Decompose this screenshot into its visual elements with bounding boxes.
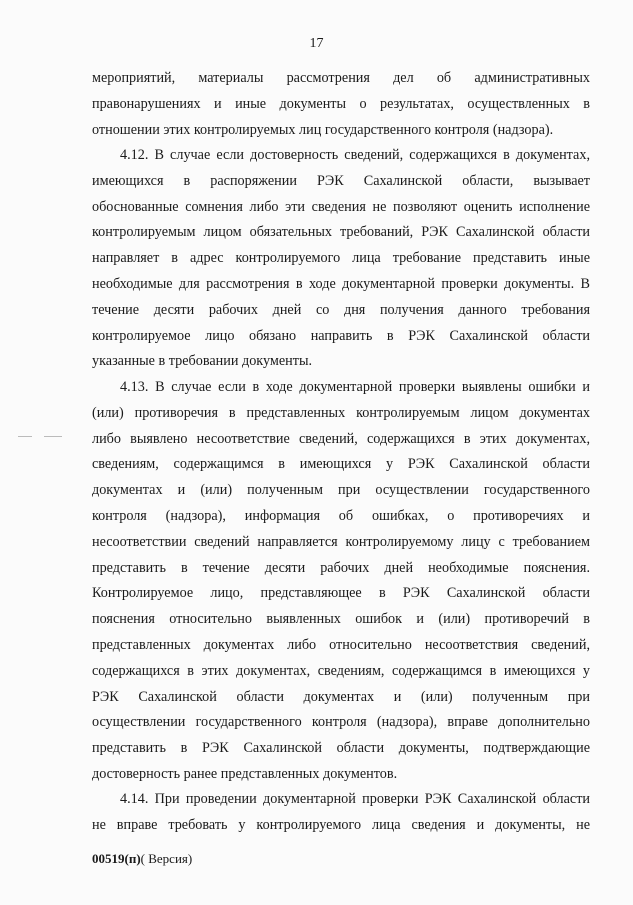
text-line: необходимые для рассмотрения в ходе документарной проверки документы. В xyxy=(92,275,590,292)
text-line: контроля (надзора), информация об ошибках, о противоречиях и xyxy=(92,507,590,524)
text-line: правонарушениях и иные документы о результатах, осуществленных в xyxy=(92,95,590,112)
text-line: обоснованные сомнения либо эти сведения не позволяют оценить исполнение xyxy=(92,198,590,215)
text-line: 4.13. В случае если в ходе документарной проверки выявлены ошибки и xyxy=(120,379,590,395)
text-line: течение десяти рабочих дней со дня получения данного требования xyxy=(92,301,590,318)
text-line: РЭК Сахалинской области документах и (или) полученным при xyxy=(92,688,590,705)
document-version: ( Версия) xyxy=(140,851,193,866)
text-line: представить в РЭК Сахалинской области документы, подтверждающие xyxy=(92,740,590,757)
text-line: мероприятий, материалы рассмотрения дел об административных xyxy=(92,70,590,86)
text-line: пояснения относительно выявленных ошибок и (или) противоречий в xyxy=(92,611,590,628)
text-line: содержащихся в этих документах, сведениям, содержащимся в имеющихся у xyxy=(92,662,590,679)
text-line: контролируемым лицом обязательных требований, РЭК Сахалинской области xyxy=(92,224,590,241)
text-line: отношении этих контролируемых лиц государственного контроля (надзора). xyxy=(92,121,554,138)
paragraph xyxy=(92,143,590,375)
text-line: направляет в адрес контролируемого лица требование представить иные xyxy=(92,250,590,267)
text-line: имеющихся в распоряжении РЭК Сахалинской области, вызывает xyxy=(92,172,590,189)
text-line: несоответствии сведений направляется контролируемому лицу с требованием xyxy=(92,533,590,550)
text-line: указанные в требовании документы. xyxy=(92,353,313,370)
text-line: контролируемое лицо обязано направить в РЭК Сахалинской области xyxy=(92,327,590,344)
text-line: представить в течение десяти рабочих дней необходимые пояснения. xyxy=(92,559,590,576)
text-line: 4.14. При проведении документарной проверки РЭК Сахалинской области xyxy=(120,791,590,807)
text-line: 4.12. В случае если достоверность сведений, содержащихся в документах, xyxy=(120,147,590,163)
text-line: сведениям, содержащимся в имеющихся у РЭК Сахалинской области xyxy=(92,456,590,473)
paragraph xyxy=(92,787,590,839)
text-line: (или) противоречия в представленных контролируемым лицом документах xyxy=(92,404,590,421)
text-line: либо выявлено несоответствие сведений, содержащихся в этих документах, xyxy=(92,430,590,447)
text-line: осуществлении государственного контроля (надзора), вправе дополнительно xyxy=(92,714,590,731)
text-line: представленных документах либо относительно несоответствия сведений, xyxy=(92,636,590,653)
page-number: 17 xyxy=(309,36,324,51)
scan-artifact xyxy=(18,436,32,437)
document-code-footer xyxy=(92,851,192,867)
text-line: не вправе требовать у контролируемого лица сведения и документы, не xyxy=(92,816,590,833)
text-line: документах и (или) полученным при осуществлении государственного xyxy=(92,482,590,499)
paragraph xyxy=(92,66,590,143)
document-code: 00519(п) xyxy=(92,851,141,866)
text-line: Контролируемое лицо, представляющее в РЭК Сахалинской области xyxy=(92,585,590,602)
scan-artifact xyxy=(44,436,62,437)
text-line: достоверность ранее представленных документов. xyxy=(92,765,398,782)
paragraph xyxy=(92,375,590,788)
